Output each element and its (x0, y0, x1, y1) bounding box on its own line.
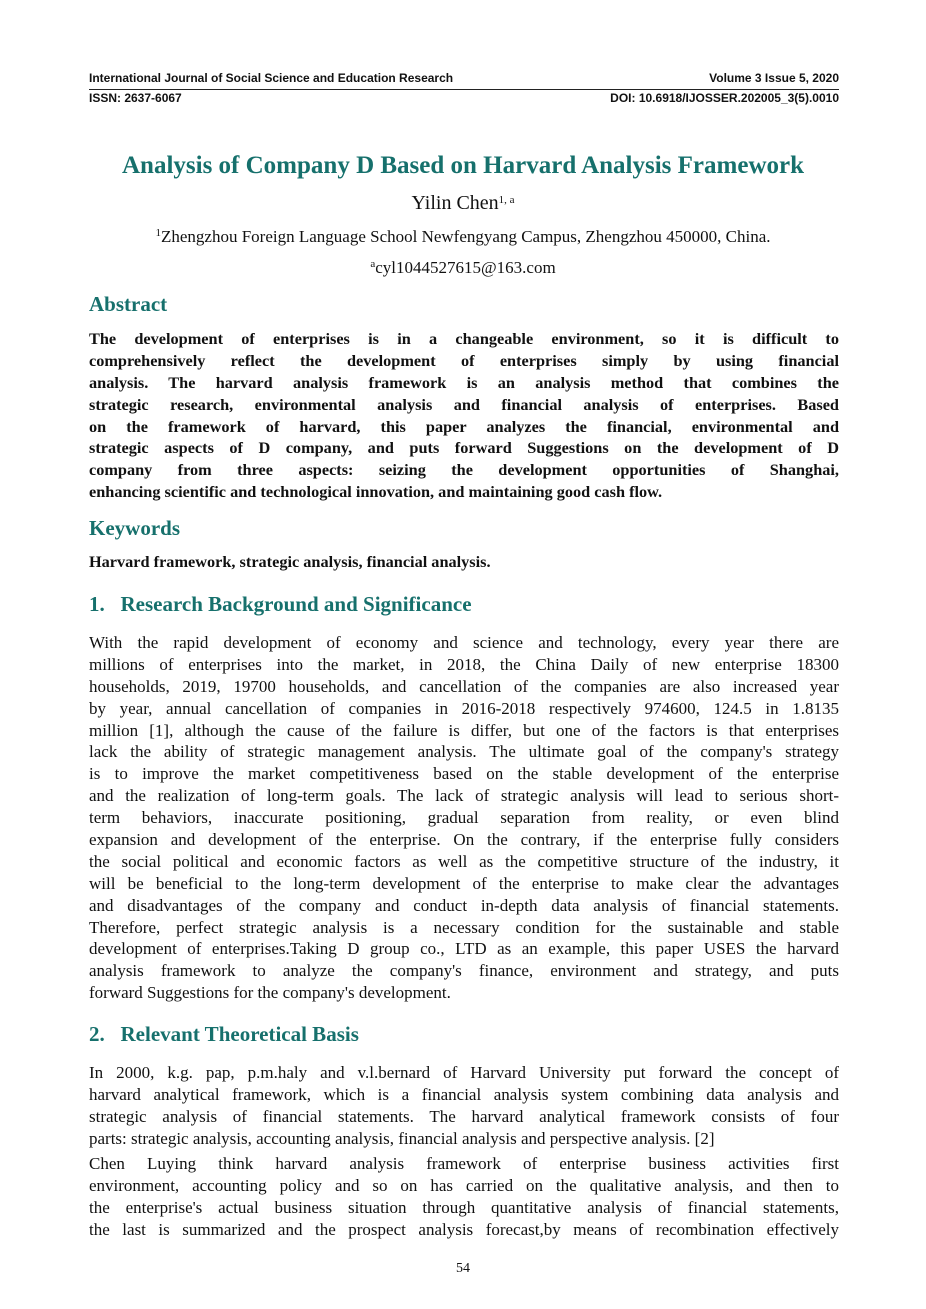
text-line: company from three aspects: seizing the development opportunities of Shanghai, (89, 460, 839, 480)
keywords-text: Harvard framework, strategic analysis, financial analysis. (89, 552, 491, 571)
affiliation-text: Zhengzhou Foreign Language School Newfengyang Campus, Zhengzhou 450000, China. (160, 227, 771, 246)
section1-heading: 1. Research Background and Significance (89, 592, 472, 616)
text-line: the last is summarized and the prospect analysis forecast,by means of recombination effectively (89, 1219, 839, 1239)
text-line: With the rapid development of economy and science and technology, every year there are (89, 633, 839, 652)
text-line: will be beneficial to the long-term development of the enterprise to make clear the advantages (89, 873, 839, 893)
abstract-heading: Abstract (89, 292, 168, 316)
text-line: harvard analytical framework, which is a financial analysis system combining data analysis and (89, 1084, 839, 1104)
text-line: comprehensively reflect the development of enterprises simply by using financial (89, 350, 839, 370)
text-line: and disadvantages of the company and conduct in-depth data analysis of financial statements. (89, 895, 839, 915)
text-line: strategic research, environmental analysis and financial analysis of enterprises. Based (89, 394, 839, 414)
text-line: The development of enterprises is in a changeable environment, so it is difficult to (89, 329, 839, 348)
running-header-top (89, 71, 839, 85)
section2-para2 (89, 1153, 839, 1241)
text-line: environment, accounting policy and so on has carried on the qualitative analysis, and then to (89, 1175, 839, 1195)
text-line: strategic aspects of D company, and puts forward Suggestions on the development of D (89, 438, 839, 458)
text-line: Therefore, perfect strategic analysis is a necessary condition for the sustainable and stable (89, 917, 839, 937)
email-text: cyl1044527615@163.com (375, 258, 556, 277)
paper-title: Analysis of Company D Based on Harvard Analysis Framework (122, 152, 804, 179)
text-line: the social political and economic factors as well as the competitive structure of the industry, it (89, 851, 839, 871)
text-line: enhancing scientific and technological innovation, and maintaining good cash flow. (89, 482, 663, 502)
affiliation (0, 227, 926, 247)
page-number: 54 (456, 1261, 470, 1276)
text-line: million [1], although the cause of the failure is differ, but one of the factors is that enterprises (89, 720, 839, 740)
keywords-heading: Keywords (89, 516, 180, 540)
text-line: households, 2019, 19700 households, and cancellation of the companies are also increased year (89, 676, 839, 696)
author (0, 192, 926, 215)
author-name: Yilin Chen (411, 192, 499, 214)
text-line: strategic analysis of financial statements. The harvard analytical framework consists of four (89, 1106, 839, 1126)
text-line: term behaviors, inaccurate positioning, gradual separation from reality, or even blind (89, 808, 839, 828)
running-header-bottom (89, 91, 839, 105)
text-line: forward Suggestions for the company's development. (89, 983, 451, 1003)
journal-name: International Journal of Social Science and Education Research (89, 71, 454, 85)
text-line: development of enterprises.Taking D group co., LTD as an example, this paper USES the harvard (89, 939, 839, 959)
text-line: is to improve the market competitiveness based on the stable development of the enterprise (89, 764, 839, 784)
email-sup: a (370, 258, 376, 270)
volume-issue: Volume 3 Issue 5, 2020 (709, 71, 839, 85)
text-line: analysis framework to analyze the company's finance, environment and strategy, and puts (89, 961, 839, 981)
text-line: millions of enterprises into the market, in 2018, the China Daily of new enterprise 18300 (89, 654, 839, 674)
section2-para1 (89, 1062, 839, 1150)
text-line: by year, annual cancellation of companies in 2016-2018 respectively 974600, 124.5 in 1.8135 (89, 698, 839, 718)
text-line: the enterprise's actual business situation through quantitative analysis of financial statements, (89, 1197, 839, 1217)
text-line: Chen Luying think harvard analysis framework of enterprise business activities first (89, 1154, 839, 1173)
abstract-body (89, 328, 839, 503)
text-line: and the realization of long-term goals. The lack of strategic analysis will lead to serious short- (89, 786, 839, 806)
header-rule (89, 89, 839, 90)
text-line: on the framework of harvard, this paper analyzes the financial, environmental and (89, 416, 839, 436)
doi: DOI: 10.6918/IJOSSER.202005_3(5).0010 (610, 91, 839, 105)
text-line: parts: strategic analysis, accounting analysis, financial analysis and perspective analysis. [2] (89, 1128, 715, 1148)
section2-heading: 2. Relevant Theoretical Basis (89, 1022, 359, 1046)
text-line: lack the ability of strategic management analysis. The ultimate goal of the company's strategy (89, 742, 839, 762)
affiliation-sup: 1 (155, 227, 161, 239)
email (0, 258, 926, 278)
issn: ISSN: 2637-6067 (89, 91, 182, 105)
text-line: analysis. The harvard analysis framework is an analysis method that combines the (89, 372, 839, 392)
text-line: expansion and development of the enterprise. On the contrary, if the enterprise fully considers (89, 830, 839, 850)
author-sup: 1, a (498, 194, 515, 206)
text-line: In 2000, k.g. pap, p.m.haly and v.l.bernard of Harvard University put forward the concept of (89, 1063, 839, 1082)
section1-body (89, 632, 839, 1004)
